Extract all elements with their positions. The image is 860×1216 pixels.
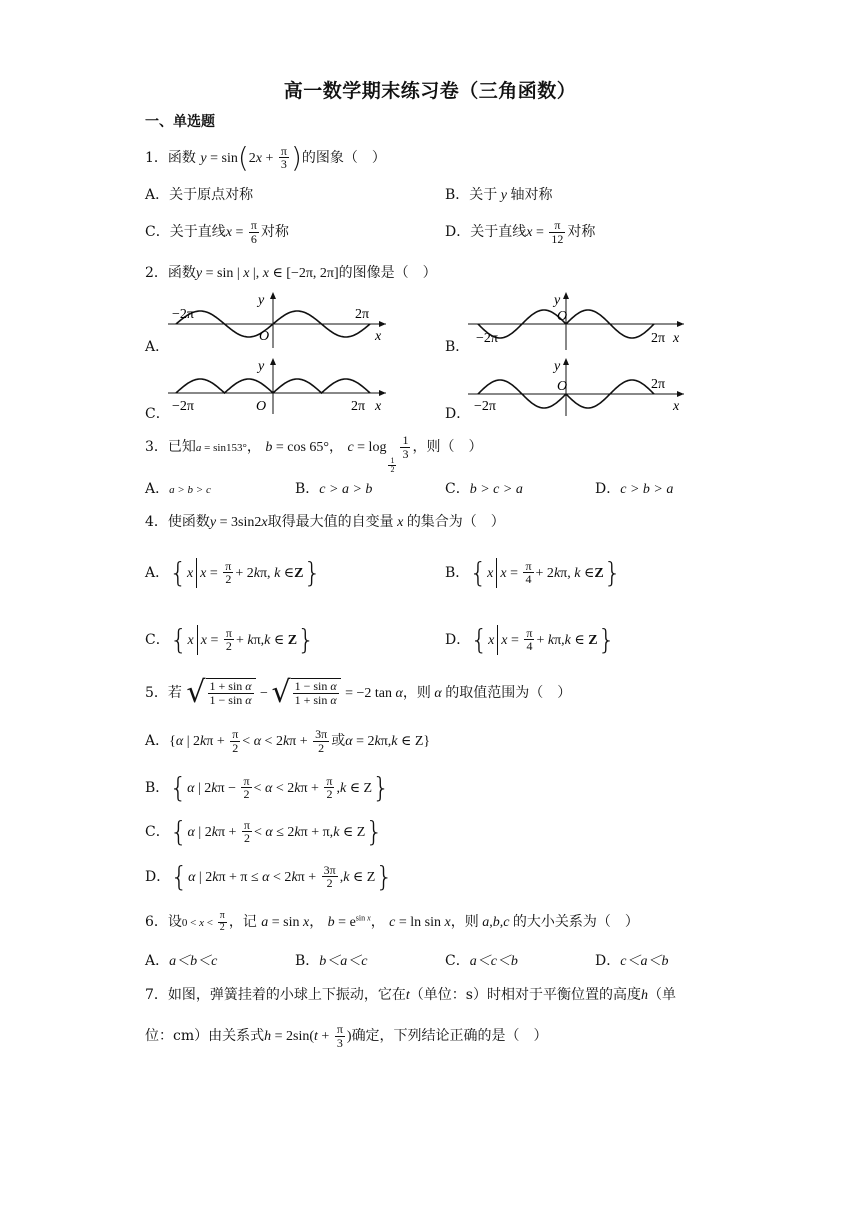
graph-c-neg2pi: −2π	[172, 399, 194, 414]
q5-option-a: A．{α | 2kπ + $\frac{\pi}{2}$ < α < 2kπ + $\frac{3\pi}{2}$ 或α = 2kπ,k ∈ Z}	[145, 727, 431, 755]
graph-a-origin: O	[259, 329, 270, 344]
graph-b	[468, 292, 690, 352]
q5-option-c: C．{α | 2kπ + $\frac{\pi}{2}$ < α ≤ 2kπ + π,k ∈ Z}	[145, 815, 384, 848]
q6-option-a: A．a＜b＜c	[145, 953, 218, 969]
q3-option-a: A．a > b > c	[145, 481, 211, 497]
graph-c-origin: O	[256, 399, 267, 414]
q1-option-c: C．关于直线x = $\frac{\pi}{6}$ 对称	[145, 218, 289, 246]
question-7-line-2: 位：cm）由关系式h = 2sin(t + $\frac{\pi}{3}$ )确定，下列结论正确的是（ ）	[145, 1022, 548, 1050]
page-title: 高一数学期末练习卷（三角函数）	[283, 80, 577, 102]
graph-a-2pi: 2π	[355, 307, 370, 322]
question-6: 6．设0 < x < $\frac{\pi}{2}$ ，记 a = sin x， $b = e^{sin x}$， c = ln sin x，则 a,b,c 的大小关系为（ ）	[145, 910, 639, 933]
graph-a-neg2pi: −2π	[172, 307, 194, 322]
q4-option-a: A．{x x = $\frac{\pi}{2}$ + 2kπ, k ∈Z}	[145, 556, 322, 589]
q1-option-d: D．关于直线x = $\frac{\pi}{12}$ 对称	[445, 218, 596, 246]
q1-option-a: A．关于原点对称	[145, 187, 254, 203]
q5-option-b: B．{α | 2kπ − $\frac{\pi}{2}$ < α < 2kπ + $\frac{\pi}{2}$ ,k ∈ Z}	[145, 771, 390, 804]
q4-option-d: D．{x x = $\frac{\pi}{4}$ + kπ,k ∈ Z}	[445, 623, 616, 656]
graph-b-2pi: 2π	[651, 331, 666, 346]
graph-b-neg2pi: −2π	[476, 331, 498, 346]
question-5: 5．若 √ 1 + sin α 1 − sin α − √ 1 − sin α 1 + sin α = −2 tan α，则 α 的取值范围为（ ）	[145, 675, 572, 710]
q6-option-b: B．b＜a＜c	[295, 953, 368, 969]
q2-option-a: A．	[145, 339, 170, 355]
question-1: 1．函数 y = sin(2x + $\frac{\pi}{3}$ )的图象（ ）	[145, 141, 386, 174]
graph-c-x: x	[375, 399, 382, 414]
question-2: 2．函数y = sin | x |, x ∈ [−2π, 2π]的图像是（ ）	[145, 265, 437, 281]
graph-a-x: x	[375, 329, 382, 344]
q2-option-b: B．	[445, 339, 470, 355]
graph-b-origin: O	[557, 309, 568, 324]
graph-b-x: x	[673, 331, 680, 346]
q2-option-c: C．	[145, 406, 170, 422]
q2-option-d: D．	[445, 406, 471, 422]
q5-option-d: D．{α | 2kπ + π ≤ α < 2kπ + $\frac{3\pi}{2}$ ,k ∈ Z}	[145, 860, 394, 893]
graph-c-2pi: 2π	[351, 399, 366, 414]
graph-a	[168, 290, 393, 350]
graph-d-y: y	[554, 359, 561, 374]
question-4: 4．使函数y = 3sin2x取得最大值的自变量 x 的集合为（ ）	[145, 514, 505, 530]
q3-option-d: D．c > b > a	[595, 481, 674, 497]
section-heading: 一、单选题	[145, 114, 215, 130]
q3-option-c: C．b > c > a	[445, 481, 523, 497]
graph-b-y: y	[554, 293, 561, 308]
q4-option-c: C．{x x = $\frac{\pi}{2}$ + kπ,k ∈ Z}	[145, 623, 315, 656]
q1-option-b: B．关于 y 轴对称	[445, 187, 553, 203]
graph-c	[168, 356, 393, 416]
graph-a-y: y	[258, 293, 265, 308]
q3-option-b: B．c > a > b	[295, 481, 373, 497]
question-3: 3．已知a = sin153°， b = cos 65°， c = log $\frac{1}{2}$ $\frac{1}{3}$ ，则（ ）	[145, 433, 483, 475]
q6-option-d: D．c＜a＜b	[595, 953, 669, 969]
graph-d-neg2pi: −2π	[474, 399, 496, 414]
q6-option-c: C．a＜c＜b	[445, 953, 518, 969]
question-7-line-1: 7．如图，弹簧挂着的小球上下振动，它在t（单位：s）时相对于平衡位置的高度h（单	[145, 987, 676, 1003]
graph-d-x: x	[673, 399, 680, 414]
graph-d-origin: O	[557, 379, 568, 394]
graph-d-2pi: 2π	[651, 377, 666, 392]
graph-d	[468, 358, 690, 418]
q4-option-b: B．{x x = $\frac{\pi}{4}$ + 2kπ, k ∈Z}	[445, 556, 622, 589]
graph-c-y: y	[258, 359, 265, 374]
